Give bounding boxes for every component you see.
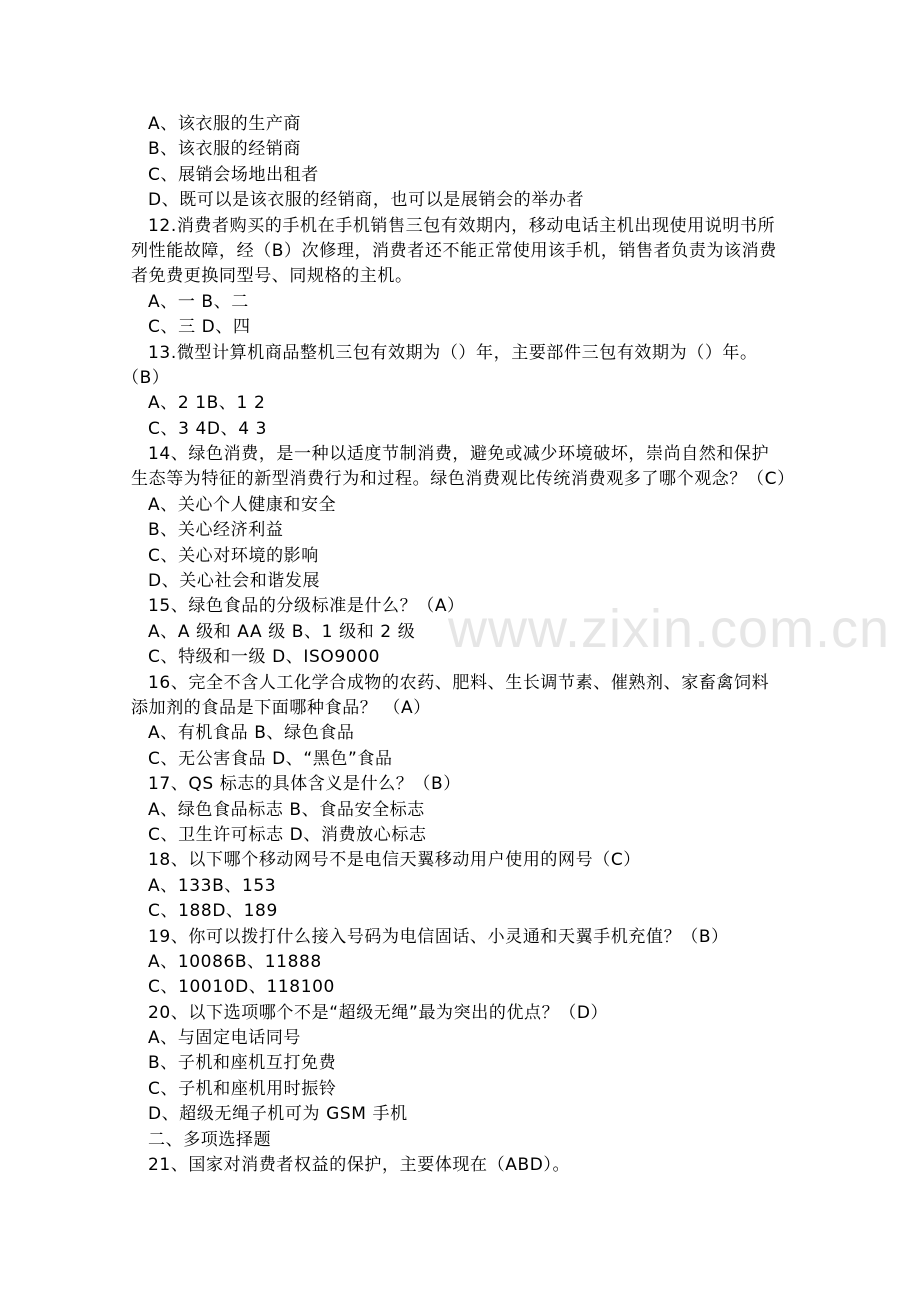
option-line: C、三 D、四 (148, 317, 251, 338)
option-line: C、188D、189 (148, 901, 278, 922)
question-line: 21、国家对消费者权益的保护，主要体现在（ABD）。 (148, 1155, 571, 1176)
option-line: B、子机和座机互打免费 (148, 1053, 337, 1074)
option-line: B、该衣服的经销商 (148, 139, 302, 160)
option-line: D、关心社会和谐发展 (148, 571, 321, 592)
section-heading: 二、多项选择题 (148, 1129, 272, 1150)
option-line: A、关心个人健康和安全 (148, 494, 337, 515)
option-line: D、既可以是该衣服的经销商，也可以是展销会的举办者 (148, 190, 585, 211)
option-line: C、3 4D、4 3 (148, 418, 268, 439)
option-line: C、关心对环境的影响 (148, 545, 319, 566)
option-line: A、10086B、11888 (148, 951, 322, 972)
option-line: A、A 级和 AA 级 B、1 级和 2 级 (148, 621, 416, 642)
option-line: A、与固定电话同号 (148, 1028, 302, 1049)
document-body (122, 112, 821, 1178)
option-line: A、一 B、二 (148, 291, 249, 312)
question-line: 添加剂的食品是下面哪种食品？ （A） (131, 697, 431, 718)
question-line: 生态等为特征的新型消费行为和过程。绿色消费观比传统消费观多了哪个观念？（C） (131, 469, 795, 490)
question-line: 16、完全不含人工化学合成物的农药、肥料、生长调节素、催熟剂、家畜禽饲料 (148, 672, 770, 693)
watermark: www.zixin.com.cn (448, 599, 891, 659)
option-line: C、卫生许可标志 D、消费放心标志 (148, 824, 427, 845)
question-line: 18、以下哪个移动网号不是电信天翼移动用户使用的网号（C） (148, 850, 641, 871)
option-line: B、关心经济利益 (148, 520, 284, 541)
option-line: A、2 1B、1 2 (148, 393, 266, 414)
option-line: A、133B、153 (148, 875, 277, 896)
option-line: C、子机和座机用时振铃 (148, 1078, 337, 1099)
question-line: 12.消费者购买的手机在手机销售三包有效期内，移动电话主机出现使用说明书所 (148, 215, 776, 236)
option-line: C、展销会场地出租者 (148, 164, 319, 185)
question-line: （B） (122, 367, 170, 388)
question-line: 14、绿色消费，是一种以适度节制消费，避免或减少环境破坏，崇尚自然和保护 (148, 444, 770, 465)
question-line: 15、绿色食品的分级标准是什么？（A） (148, 596, 465, 617)
question-line: 者免费更换同型号、同规格的主机。 (131, 266, 413, 287)
option-line: A、绿色食品标志 B、食品安全标志 (148, 799, 425, 820)
option-line: C、特级和一级 D、ISO9000 (148, 647, 381, 668)
option-line: C、无公害食品 D、“黑色”食品 (148, 748, 393, 769)
question-line: 列性能故障，经（B）次修理，消费者还不能正常使用该手机，销售者负责为该消费 (131, 240, 777, 261)
question-line: 13.微型计算机商品整机三包有效期为（）年，主要部件三包有效期为（）年。 (148, 342, 758, 363)
option-line: A、有机食品 B、绿色食品 (148, 723, 355, 744)
question-line: 19、你可以拨打什么接入号码为电信固话、小灵通和天翼手机充值？（B） (148, 926, 729, 947)
option-line: C、10010D、118100 (148, 977, 335, 998)
option-line: D、超级无绳子机可为 GSM 手机 (148, 1104, 408, 1125)
question-line: 17、QS 标志的具体含义是什么？（B） (148, 774, 461, 795)
option-line: A、该衣服的生产商 (148, 114, 302, 134)
question-line: 20、以下选项哪个不是“超级无绳”最为突出的优点？（D） (148, 1002, 609, 1023)
